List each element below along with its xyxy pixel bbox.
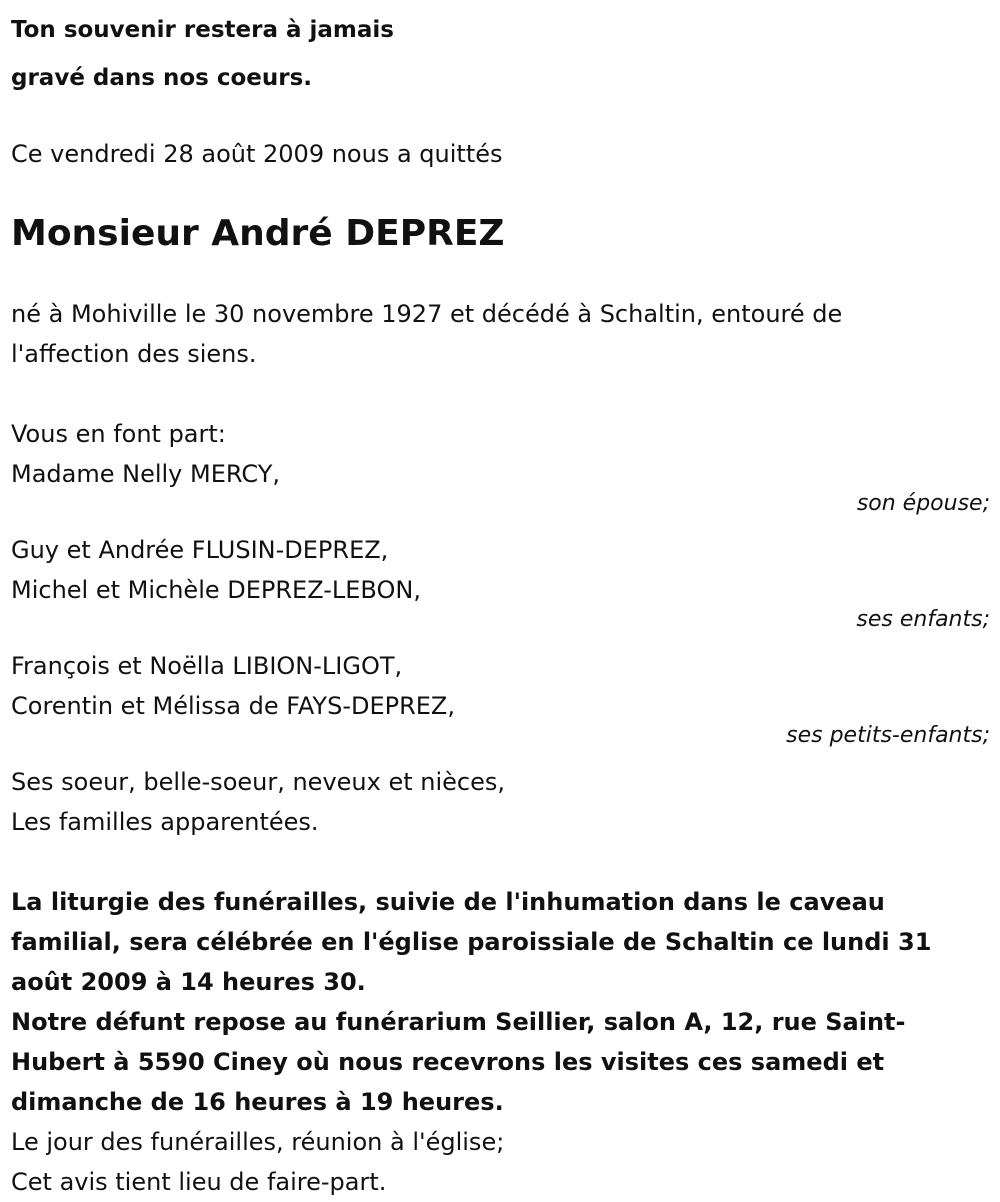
family-member: Guy et Andrée FLUSIN-DEPREZ, bbox=[11, 536, 389, 564]
motto-line-2: gravé dans nos coeurs. bbox=[11, 65, 313, 91]
family-other-line: Les familles apparentées. bbox=[11, 808, 319, 836]
family-heading: Vous en font part: bbox=[11, 420, 226, 448]
funeral-line: Hubert à 5590 Ciney où nous recevrons les visites ces samedi et bbox=[11, 1048, 885, 1076]
family-group-children bbox=[11, 530, 990, 636]
funeral-line: dimanche de 16 heures à 19 heures. bbox=[11, 1088, 504, 1116]
funeral-line: familial, sera célébrée en l'église paroissiale de Schaltin ce lundi 31 bbox=[11, 928, 932, 956]
closing-line-2: Cet avis tient lieu de faire-part. bbox=[11, 1168, 387, 1196]
family-member: Corentin et Mélissa de FAYS-DEPREZ, bbox=[11, 692, 455, 720]
family-relation: ses petits-enfants; bbox=[786, 723, 990, 748]
family-member: François et Noëlla LIBION-LIGOT, bbox=[11, 652, 403, 680]
funeral-details bbox=[11, 882, 990, 1122]
birth-line-1: né à Mohiville le 30 novembre 1927 et décédé à Schaltin, entouré de bbox=[11, 300, 843, 328]
funeral-line: Notre défunt repose au funérarium Seillier, salon A, 12, rue Saint- bbox=[11, 1008, 906, 1036]
funeral-line: La liturgie des funérailles, suivie de l'inhumation dans le caveau bbox=[11, 888, 885, 916]
death-announcement: Ce vendredi 28 août 2009 nous a quittés bbox=[11, 140, 503, 168]
memorial-motto bbox=[11, 6, 990, 102]
family-other-line: Ses soeur, belle-soeur, neveux et nièces, bbox=[11, 768, 506, 796]
family-member: Madame Nelly MERCY, bbox=[11, 460, 280, 488]
motto-line-1: Ton souvenir restera à jamais bbox=[11, 17, 394, 43]
family-announcers bbox=[11, 414, 990, 842]
funeral-line: août 2009 à 14 heures 30. bbox=[11, 968, 366, 996]
family-group-spouse bbox=[11, 454, 990, 520]
family-member: Michel et Michèle DEPREZ-LEBON, bbox=[11, 576, 421, 604]
birth-line-2: l'affection des siens. bbox=[11, 340, 257, 368]
family-others bbox=[11, 762, 990, 842]
family-group-grandchildren bbox=[11, 646, 990, 752]
family-relation: son épouse; bbox=[856, 491, 990, 516]
deceased-name: Monsieur André DEPREZ bbox=[11, 213, 505, 254]
birth-death-details bbox=[11, 294, 990, 374]
closing-notes bbox=[11, 1122, 990, 1202]
family-relation: ses enfants; bbox=[856, 607, 990, 632]
closing-line-1: Le jour des funérailles, réunion à l'église; bbox=[11, 1128, 505, 1156]
